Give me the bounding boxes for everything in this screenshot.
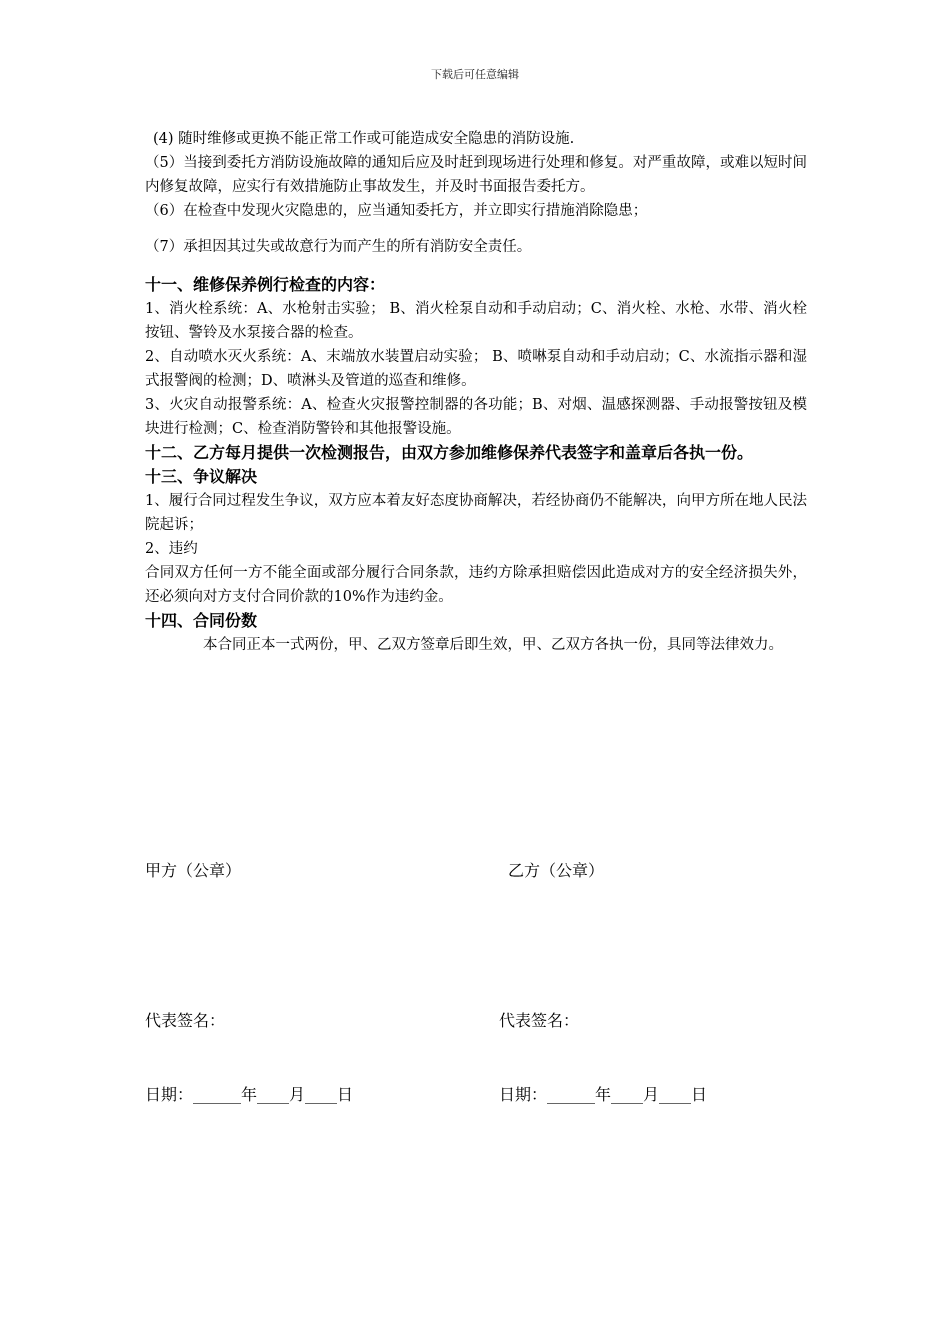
section-13-item-1: 1、履行合同过程发生争议，双方应本着友好态度协商解决，若经协商仍不能解决，向甲方所在地人民法院起诉；: [145, 493, 807, 533]
section-13-item-3: 合同双方任何一方不能全面或部分履行合同条款，违约方除承担赔偿因此造成对方的安全经济损失外，还必须向对方支付合同价款的10%作为违约金。: [145, 565, 807, 605]
item-6: （6）在检查中发现火灾隐患的，应当通知委托方，并立即实行措施消除隐患；: [145, 203, 648, 219]
section-11-item-1: 1、消火栓系统：A、水枪射击实验； B、消火栓泵自动和手动启动；C、消火栓、水枪、水带、消火栓按钮、警铃及水泵接合器的检查。: [145, 301, 807, 341]
section-12-title: 十二、乙方每月提供一次检测报告，由双方参加维修保养代表签字和盖章后各执一份。: [145, 443, 754, 462]
item-5: （5）当接到委托方消防设施故障的通知后应及时赶到现场进行处理和修复。对严重故障，或难以短时间内修复故障，应实行有效措施防止事故发生，并及时书面报告委托方。: [145, 155, 807, 195]
section-11-item-3: 3、火灾自动报警系统：A、检查火灾报警控制器的各功能；B、对烟、温感探测器、手动报警按钮及模块进行检测；C、检查消防警铃和其他报警设施。: [145, 397, 807, 437]
item-4: (4) 随时维修或更换不能正常工作或可能造成安全隐患的消防设施.: [153, 131, 575, 147]
party-a-rep-label: 代表签名：: [145, 1011, 226, 1030]
document-body: [145, 127, 807, 657]
party-b-date: 日期：______年____月____日: [499, 1085, 708, 1104]
section-14-title: 十四、合同份数: [145, 611, 258, 630]
section-11-item-2: 2、自动喷水灭火系统：A、末端放水装置启动实验； B、喷啉泵自动和手动启动；C、水流指示器和湿式报警阀的检测；D、喷淋头及管道的巡查和维修。: [145, 349, 807, 389]
party-b-label: 乙方（公章）: [508, 861, 605, 880]
party-a-label: 甲方（公章）: [145, 861, 242, 880]
section-14-text: 本合同正本一式两份，甲、乙双方签章后即生效，甲、乙双方各执一份，具同等法律效力。: [203, 637, 783, 653]
party-a-date: 日期：______年____月____日: [145, 1085, 354, 1104]
header-note: 下载后可任意编辑: [431, 68, 519, 81]
party-b-rep-label: 代表签名：: [499, 1011, 580, 1030]
section-11-title: 十一、维修保养例行检查的内容：: [145, 275, 386, 294]
section-13-item-2: 2、违约: [145, 541, 198, 557]
item-7: （7）承担因其过失或故意行为而产生的所有消防安全责任。: [145, 239, 532, 255]
section-13-title: 十三、争议解决: [145, 467, 258, 486]
